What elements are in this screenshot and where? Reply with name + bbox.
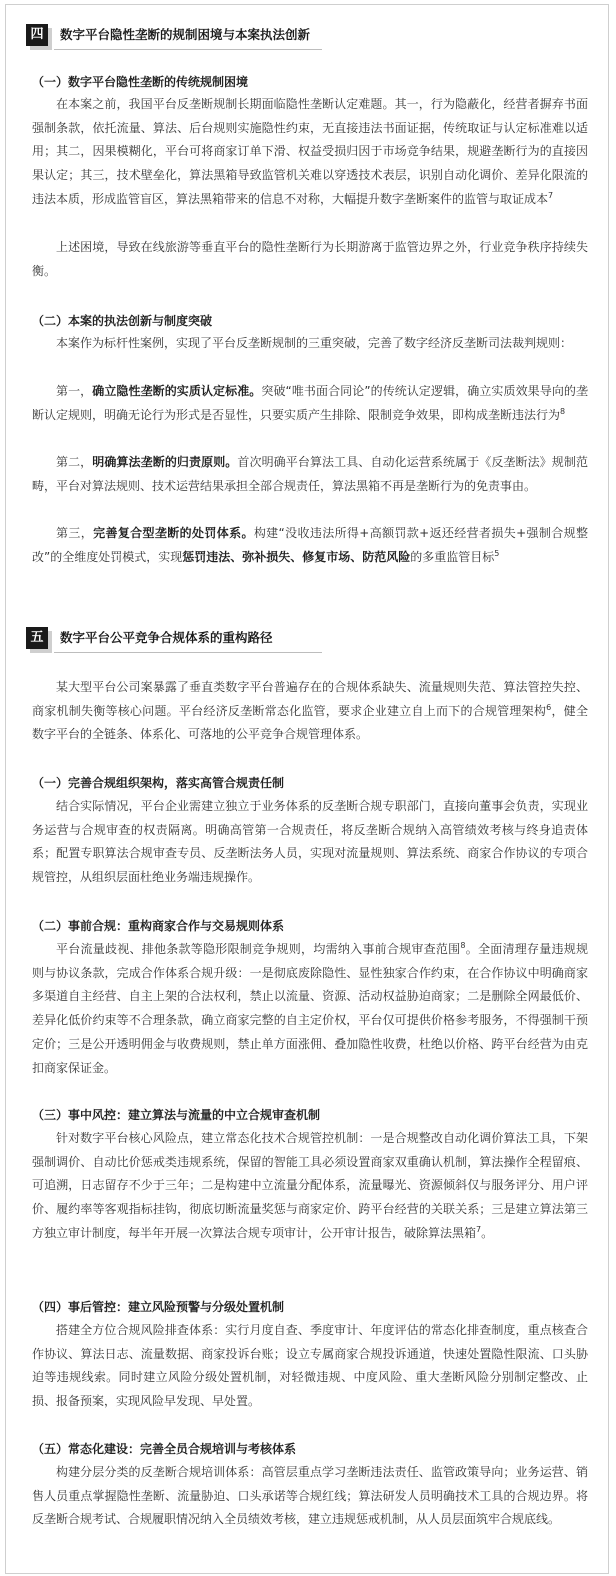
- section-4-sub2-intro: 本案作为标杆性案例，实现了平台反垄断规制的三重突破，完善了数字经济反垄断司法裁判规则：: [56, 336, 573, 350]
- section-4-sub1-paragraph-1: [32, 93, 588, 212]
- point-text: 突破“唯书面合同论”的传统认定逻辑，确立实质效果导向的垄断认定规则，明确无论行为形式是否显性，只要实质产生排除、限制竞争效果，即构成垄断违法行为: [32, 384, 588, 422]
- footnote-ref: 5: [494, 548, 500, 558]
- paragraph-text: 某大型平台公司案暴露了垂直类数字平台普遍存在的合规体系缺失、流量规则失范、算法管控失控、商家机制失衡等核心问题。平台经济反垄断常态化监管，要求企业建立自上而下的合规管理架构: [32, 680, 588, 718]
- section-4-title: 数字平台隐性垄断的规制困境与本案执法创新: [60, 27, 311, 42]
- section-5-sub4-title: （四）事后管控：建立风险预警与分级处置机制: [32, 1300, 285, 1314]
- section-5-sub4-paragraph: 搭建全方位合规风险排查体系：实行月度自查、季度审计、年度评估的常态化排查制度，重点核查合作协议、算法日志、流量数据、商家投诉台账；设立专属商家合规投诉通道，快速处置隐性限流、口头胁迫等违规线索。同时建立风险分级处置机制，对轻微违规、中度风险、重大垄断风险分别制定整改、止损、报备预案，实现风险早发现、早处置。: [32, 1323, 588, 1409]
- paragraph-text-2: 。全面清理存量违规规则与协议条款，完成合作体系合规升级：一是彻底废除隐性、显性独家合作约束，在合作协议中明确商家多渠道自主经营、自主上架的合法权利，禁止以流量、资源、活动权益胁迫商家；二是删除全网最低价、差异化低价约束等不合理条款，确立商家完整的自主定价权，平台仅可提供价格参考服务，不得强制干预定价；三是公开透明佣金与收费规则，禁止单方面涨佣、叠加隐性收费，杜绝以价格、跨平台经营为由克扣商家保证金。: [32, 942, 588, 1075]
- section-4-sub2-point-2: [32, 451, 588, 498]
- section-5-underline: [54, 652, 322, 653]
- section-5-sub5-paragraph: 构建分层分类的反垄断合规培训体系：高管层重点学习垄断违法责任、监管政策导向；业务运营、销售人员重点掌握隐性垄断、流量胁迫、口头承诺等合规红线；算法研发人员明确技术工具的合规边界。将反垄断合规考试、合规履职情况纳入全员绩效考核，建立违规惩戒机制，从人员层面筑牢合规底线。: [32, 1465, 588, 1527]
- section-5-sub1-title: （一）完善合规组织架构，落实高管合规责任制: [32, 776, 285, 790]
- footnote-ref: 6: [546, 702, 552, 712]
- point-lead: 第二，: [56, 455, 93, 469]
- paragraph-text: 在本案之前，我国平台反垄断规制长期面临隐性垄断认定难题。其一，行为隐蔽化，经营者摒弃书面强制条款，依托流量、算法、后台规则实施隐性约束，无直接违法书面证据，传统取证与认定标准难以适用；其二，因果模糊化，平台可将商家订单下滑、权益受损归因于市场竞争结果，规避垄断行为的直接因果认定；其三，技术壁垒化，算法黑箱导致监管机关难以穿透技术表层，识别自动化调价、差异化限流的违法本质，形成监管盲区，算法黑箱带来的信息不对称，大幅提升数字垄断案件的监管与取证成本: [32, 97, 588, 206]
- section-4-underline: [54, 49, 322, 50]
- point-text: 首次明确平台算法工具、自动化运营系统属于《反垄断法》规制范畴，平台对算法规则、技术运营结果承担全部合规责任，算法黑箱不再是垄断行为的免责事由。: [32, 455, 588, 493]
- section-4-sub1-paragraph-2: 上述困境，导致在线旅游等垂直平台的隐性垄断行为长期游离于监管边界之外，行业竞争秩序持续失衡。: [32, 240, 588, 278]
- section-5: [0, 626, 616, 656]
- section-5-sub3-paragraph: [32, 1127, 588, 1246]
- section-5-header: [0, 626, 616, 656]
- point-lead: 第一，: [56, 384, 93, 398]
- section-5-sub2-title: （二）事前合规：重构商家合作与交易规则体系: [32, 919, 285, 933]
- point-bold-2: 惩罚违法、弥补损失、修复市场、防范风险: [182, 549, 411, 564]
- point-bold: 明确算法垄断的归责原则。: [92, 455, 238, 469]
- section-4: [0, 23, 616, 53]
- point-lead: 第三，: [56, 526, 94, 540]
- section-5-intro: [32, 676, 588, 747]
- footnote-ref: 8: [560, 406, 566, 416]
- point-bold: 确立隐性垄断的实质认定标准。: [92, 384, 262, 398]
- section-5-badge: 五: [26, 627, 48, 649]
- paragraph-text: 平台流量歧视、排他条款等隐形限制竞争规则，均需纳入事前合规审查范围: [56, 942, 461, 956]
- section-4-sub2-title: （二）本案的执法创新与制度突破: [32, 314, 213, 328]
- section-5-sub3-title: （三）事中风控：建立算法与流量的中立合规审查机制: [32, 1108, 321, 1122]
- section-5-title: 数字平台公平竞争合规体系的重构路径: [60, 630, 273, 645]
- footnote-ref: 7: [476, 1224, 482, 1234]
- paragraph-text: 针对数字平台核心风险点，建立常态化技术合规管控机制：一是合规整改自动化调价算法工具，下架强制调价、自动比价惩戒类违规系统，保留的智能工具必须设置商家双重确认机制，算法操作全程留痕、可追溯，日志留存不少于三年；二是构建中立流量分配体系，流量曝光、资源倾斜仅与服务评分、用户评价、履约率等客观指标挂钩，彻底切断流量奖惩与商家定价、跨平台经营的关联关系；三是建立算法第三方独立审计制度，每半年开展一次算法合规专项审计，公开审计报告，破除算法黑箱: [32, 1131, 588, 1240]
- section-5-sub2-paragraph: [32, 938, 588, 1080]
- section-4-sub2-point-1: [32, 380, 588, 427]
- section-5-sub1-paragraph: 结合实际情况，平台企业需建立独立于业务体系的反垄断合规专职部门，直接向董事会负责，实现业务运营与合规审查的权责隔离。明确高管第一合规责任，将反垄断合规纳入高管绩效考核与终身追责体系；配置专职算法合规审查专员、反垄断法务人员，实现对流量规则、算法系统、商家合作协议的专项合规管控，从组织层面杜绝业务端违规操作。: [32, 799, 588, 885]
- section-5-sub5-title: （五）常态化建设：完善全员合规培训与考核体系: [32, 1442, 297, 1456]
- paragraph-text-2: 。: [481, 1225, 494, 1240]
- footnote-ref: 7: [548, 190, 554, 200]
- point-text-2: 的多重监管目标: [410, 549, 495, 564]
- section-4-sub1-title: （一）数字平台隐性垄断的传统规制困境: [32, 75, 249, 89]
- section-4-header: [0, 23, 616, 53]
- section-4-badge: 四: [26, 24, 48, 46]
- point-bold: 完善复合型垄断的处罚体系。: [93, 526, 254, 540]
- footnote-ref: 8: [460, 941, 466, 950]
- point-text: 构建“没收违法所得+高额罚款+返还经营者损失+强制合规整改”的全维度处罚模式，实现: [32, 526, 588, 564]
- paragraph-text-2: ，健全数字平台的全链条、体系化、可落地的公平竞争合规管理体系。: [32, 703, 588, 742]
- section-4-sub2-point-3: [32, 522, 588, 569]
